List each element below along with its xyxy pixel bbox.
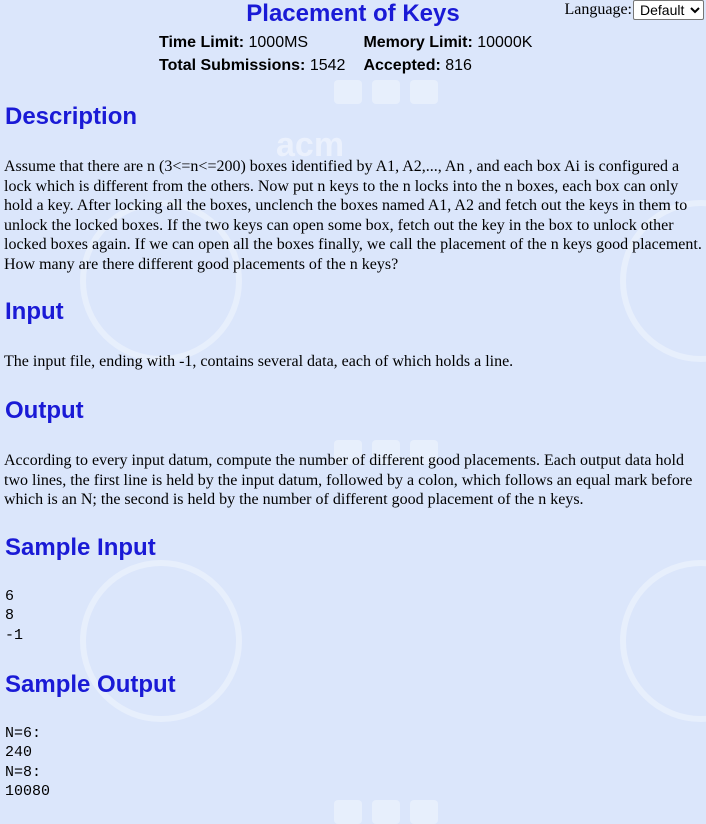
sample-output-block: N=6: 240 N=8: 10080 (5, 725, 51, 800)
time-limit-value: 1000MS (248, 34, 309, 51)
memory-limit-label: Memory Limit: (363, 34, 473, 51)
description-text: Assume that there are n (3<=n<=200) boxes identified by A1, A2,..., An , and each box Ai is configured a lock which is different from the others. Now put n keys to the n locks into the n boxes, each box can only hold a key. After locking all the boxes, unclench the boxes named A1, A2 and fetch out the keys in them to unlock the locked boxes. If the two keys can open some box, fetch out the key in the box to unlock other locked boxes again. If we can open all the boxes finally, we call the placement of the n keys good placement. How many are there different good placements of the n keys? (4, 158, 702, 273)
sample-input-block: 6 8 -1 (5, 588, 24, 644)
language-label: Language: (564, 1, 632, 18)
description-heading: Description (5, 103, 138, 130)
output-heading: Output (5, 397, 84, 424)
input-text: The input file, ending with -1, contains several data, each of which holds a line. (4, 353, 514, 370)
memory-limit-value: 10000K (477, 34, 533, 51)
sample-output-heading: Sample Output (5, 671, 176, 698)
watermark-acm: acm (276, 126, 345, 164)
accepted-value: 816 (445, 57, 472, 74)
total-submissions-value: 1542 (309, 57, 346, 74)
total-submissions-label: Total Submissions: (159, 57, 306, 74)
sample-input-heading: Sample Input (5, 534, 156, 561)
time-limit-label: Time Limit: (159, 34, 245, 51)
output-text: According to every input datum, compute the number of different good placements. Each output data hold two lines, the first line is held by the input datum, followed by a colon, which follows an equal mark before which is an N; the second is held by the number of different good placement of the n keys. (4, 452, 693, 508)
problem-limits (159, 31, 550, 77)
page-title: Placement of Keys (246, 0, 460, 27)
accepted-label: Accepted: (363, 57, 441, 74)
input-heading: Input (5, 298, 64, 325)
